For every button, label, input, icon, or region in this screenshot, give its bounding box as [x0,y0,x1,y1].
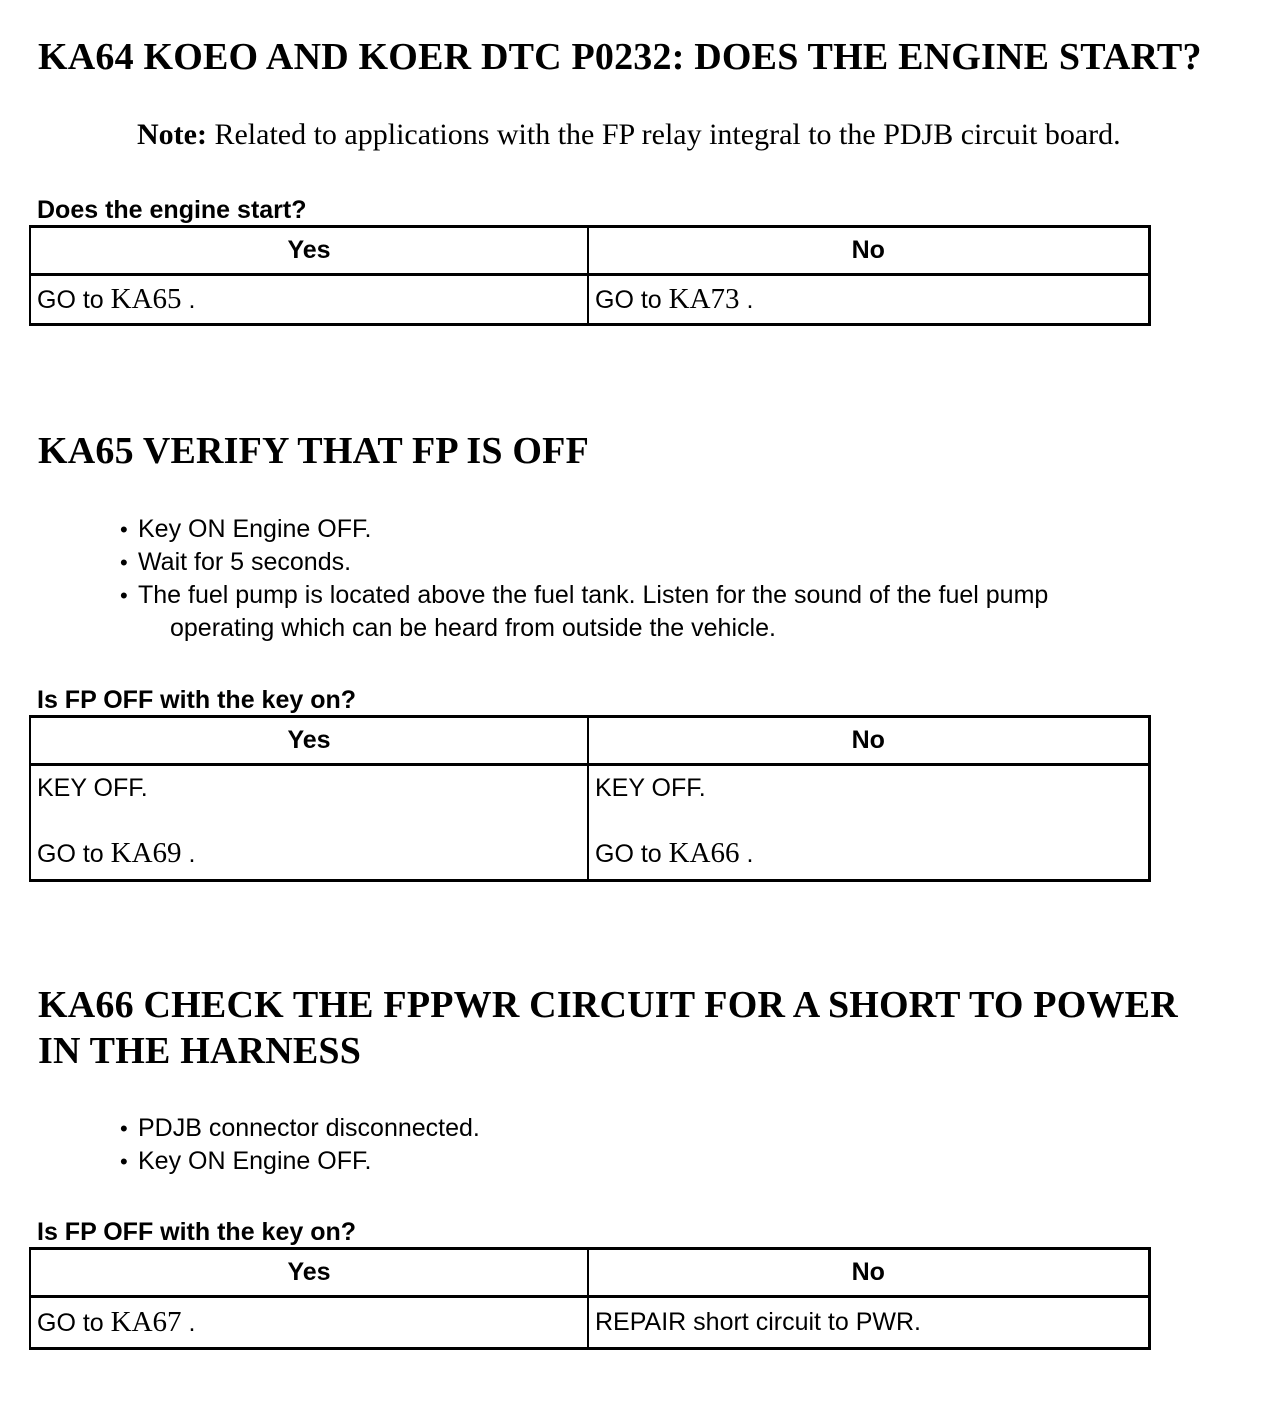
go-to-text: GO to [595,840,662,868]
list-item [118,1145,1218,1178]
go-to-link-ka67[interactable]: KA67 [110,1306,182,1338]
period: . [188,1309,196,1337]
no-cell [588,1297,1149,1349]
note-text: Related to applications with the FP relay integral to the PDJB circuit board. [214,118,1121,151]
section-heading-ka65: KA65 VERIFY THAT FP IS OFF [38,430,590,472]
note [137,117,1121,153]
answer-table [29,1247,1151,1350]
list-item-text: PDJB connector disconnected. [138,1114,480,1142]
period: . [188,286,196,314]
list-item [118,513,1218,546]
bullet-icon: • [120,1149,128,1174]
question-label: Does the engine start? [37,196,307,224]
yes-cell [30,275,588,325]
note-label: Note: [137,118,207,151]
no-header: No [588,717,1149,765]
no-cell [588,765,1149,881]
question-label: Is FP OFF with the key on? [37,686,357,714]
go-to-text: GO to [37,286,104,314]
go-to-line [595,837,1142,870]
answer-table [29,715,1151,882]
repair-text: REPAIR short circuit to PWR. [595,1308,921,1336]
list-item [118,1112,1218,1145]
no-header: No [588,227,1149,275]
bullet-icon: • [120,1116,128,1141]
go-to-line [37,837,581,870]
step-list [118,513,1218,645]
list-item-continuation: operating which can be heard from outside the vehicle. [170,614,776,642]
go-to-link-ka73[interactable]: KA73 [668,283,740,315]
yes-header: Yes [30,1249,588,1297]
heading-line: KA66 CHECK THE FPPWR CIRCUIT FOR A SHORT TO POWER [38,984,1178,1026]
go-to-link-ka65[interactable]: KA65 [110,283,182,315]
key-off-text: KEY OFF. [37,774,148,802]
bullet-icon: • [120,517,128,542]
list-item-text: Key ON Engine OFF. [138,1147,372,1175]
go-to-text: GO to [37,840,104,868]
bullet-icon: • [120,550,128,575]
no-cell [588,275,1149,325]
go-to-link-ka66[interactable]: KA66 [668,837,740,869]
section-heading-ka64: KA64 KOEO AND KOER DTC P0232: DOES THE ENGINE START? [38,36,1202,78]
heading-line: IN THE HARNESS [38,1030,362,1072]
list-item-text: The fuel pump is located above the fuel tank. Listen for the sound of the fuel pump [138,581,1049,609]
yes-cell [30,765,588,881]
period: . [188,840,196,868]
period: . [746,286,754,314]
yes-header: Yes [30,717,588,765]
yes-header: Yes [30,227,588,275]
list-item-text: Key ON Engine OFF. [138,515,372,543]
section-heading-ka66 [38,982,1178,1074]
no-header: No [588,1249,1149,1297]
list-item-text: Wait for 5 seconds. [138,548,352,576]
question-label: Is FP OFF with the key on? [37,1218,357,1246]
go-to-link-ka69[interactable]: KA69 [110,837,182,869]
yes-cell [30,1297,588,1349]
go-to-text: GO to [595,286,662,314]
key-off-text: KEY OFF. [595,774,706,802]
step-list [118,1112,1218,1178]
list-item [118,579,1218,645]
bullet-icon: • [120,583,128,608]
go-to-text: GO to [37,1309,104,1337]
answer-table [29,225,1151,326]
list-item [118,546,1218,579]
period: . [746,840,754,868]
